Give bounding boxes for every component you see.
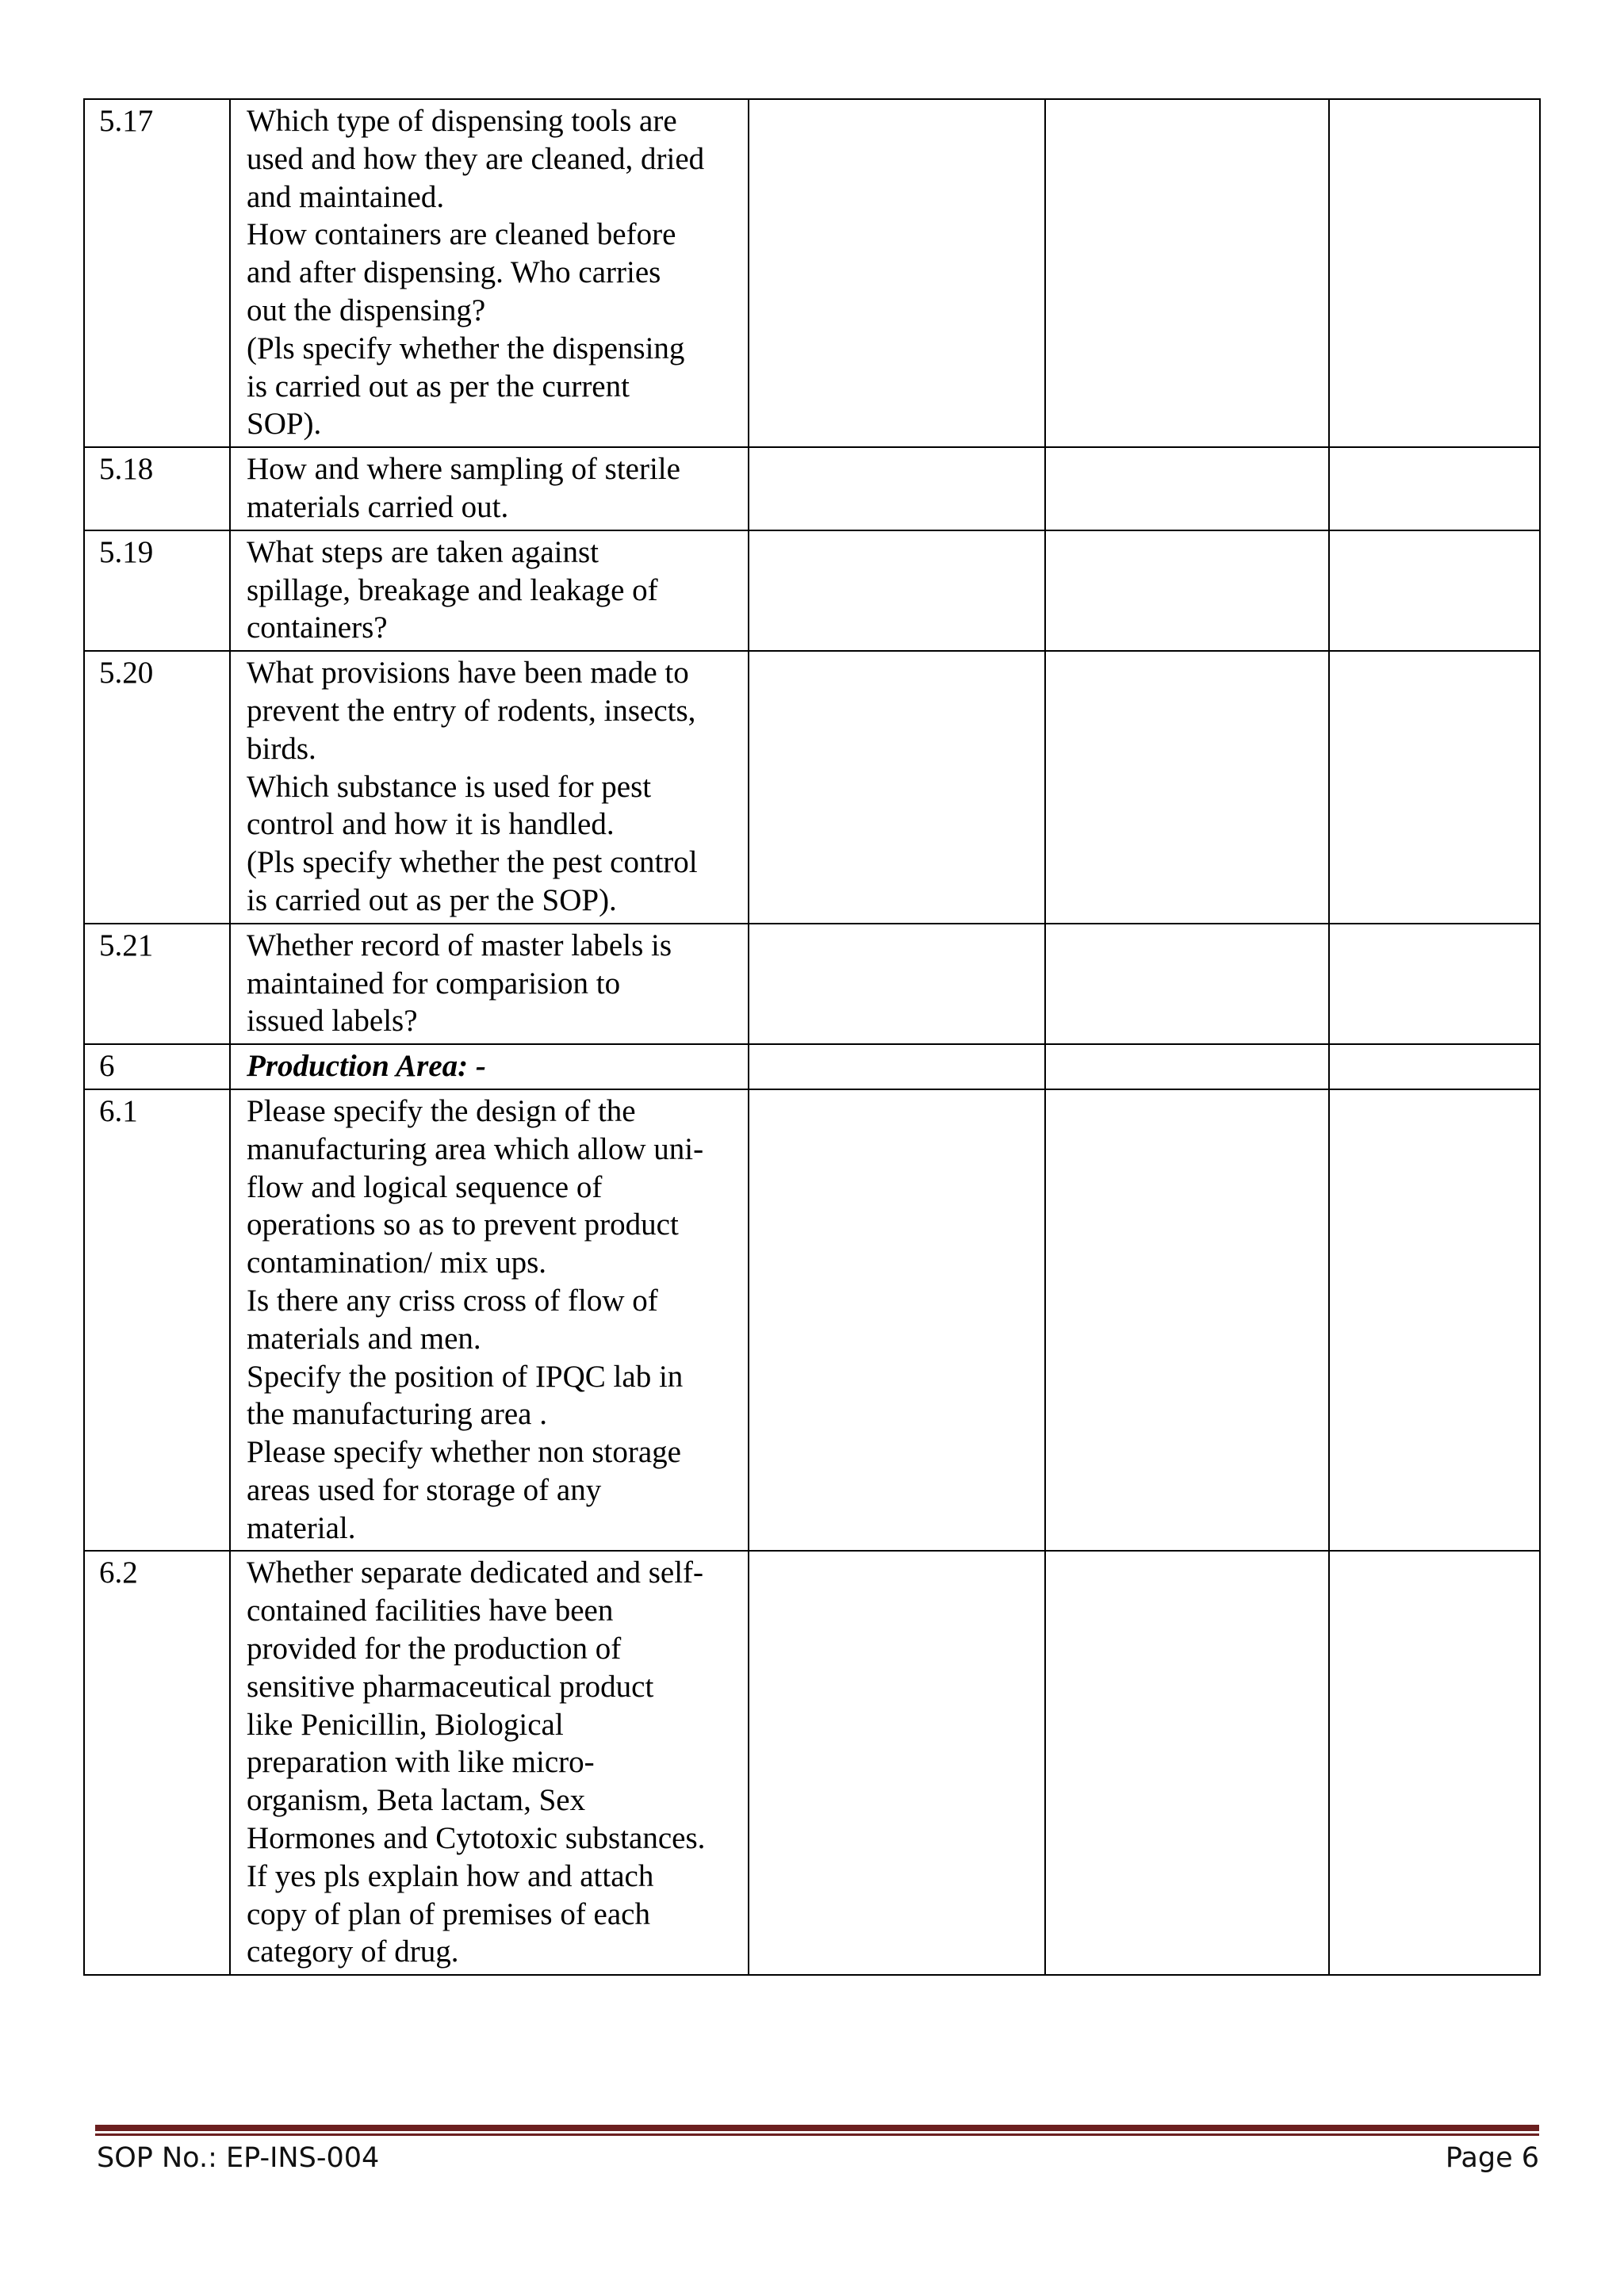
row-question: What steps are taken against spillage, breakage and leakage of containers? (230, 530, 749, 651)
extra-cell (1329, 447, 1540, 530)
extra-cell (1329, 1089, 1540, 1552)
footer-sop-number: SOP No.: EP-INS-004 (97, 2142, 380, 2174)
section-row (84, 1044, 1540, 1089)
row-number: 5.18 (84, 447, 230, 530)
answer-cell (749, 924, 1045, 1044)
remarks-cell (1045, 651, 1329, 924)
remarks-cell (1045, 447, 1329, 530)
footer-rule (95, 2125, 1539, 2137)
remarks-cell (1045, 1044, 1329, 1089)
extra-cell (1329, 99, 1540, 447)
row-question: How and where sampling of sterile materials carried out. (230, 447, 749, 530)
row-number: 5.21 (84, 924, 230, 1044)
table-row (84, 530, 1540, 651)
remarks-cell (1045, 1089, 1329, 1552)
table-row (84, 924, 1540, 1044)
answer-cell (749, 651, 1045, 924)
extra-cell (1329, 1551, 1540, 1975)
row-question: What provisions have been made to prevent the entry of rodents, insects, birds. Which substance is used for pest control and how it is handled. (Pls specify whether the pest control is carried out as per the SOP). (230, 651, 749, 924)
row-number: 6.2 (84, 1551, 230, 1975)
table-row (84, 447, 1540, 530)
row-question: Which type of dispensing tools are used and how they are cleaned, dried and maintained. How containers are cleaned before and after dispensing. Who carries out the dispensing? (Pls specify whether the dispensing is carried out as per the current SOP). (230, 99, 749, 447)
answer-cell (749, 447, 1045, 530)
footer-rule-thick (95, 2125, 1539, 2131)
row-number: 5.19 (84, 530, 230, 651)
row-question: Whether separate dedicated and self- contained facilities have been provided for the production of sensitive pharmaceutical product like Penicillin, Biological preparation with like micro- organism, Beta lactam, Sex Hormones and Cytotoxic substances. If yes pls explain how and attach copy of plan of premises of each category of drug. (230, 1551, 749, 1975)
row-question: Whether record of master labels is maintained for comparision to issued labels? (230, 924, 749, 1044)
answer-cell (749, 99, 1045, 447)
table-row (84, 99, 1540, 447)
row-number: 5.20 (84, 651, 230, 924)
extra-cell (1329, 530, 1540, 651)
row-number: 6.1 (84, 1089, 230, 1552)
section-title: Production Area: - (230, 1044, 749, 1089)
table-row (84, 1089, 1540, 1552)
extra-cell (1329, 651, 1540, 924)
extra-cell (1329, 1044, 1540, 1089)
remarks-cell (1045, 924, 1329, 1044)
answer-cell (749, 1551, 1045, 1975)
answer-cell (749, 1044, 1045, 1089)
remarks-cell (1045, 1551, 1329, 1975)
footer-page-number: Page 6 (1445, 2142, 1539, 2174)
table-row (84, 651, 1540, 924)
row-number: 5.17 (84, 99, 230, 447)
table-row (84, 1551, 1540, 1975)
remarks-cell (1045, 99, 1329, 447)
checklist-table (83, 98, 1541, 1976)
remarks-cell (1045, 530, 1329, 651)
answer-cell (749, 1089, 1045, 1552)
section-number: 6 (84, 1044, 230, 1089)
extra-cell (1329, 924, 1540, 1044)
footer-rule-thin (95, 2133, 1539, 2136)
answer-cell (749, 530, 1045, 651)
row-question: Please specify the design of the manufacturing area which allow uni- flow and logical sequence of operations so as to prevent product contamination/ mix ups. Is there any criss cross of flow of materials and men. Specify the position of IPQC lab in the manufacturing area . Please specify whether non storage areas used for storage of any material. (230, 1089, 749, 1552)
